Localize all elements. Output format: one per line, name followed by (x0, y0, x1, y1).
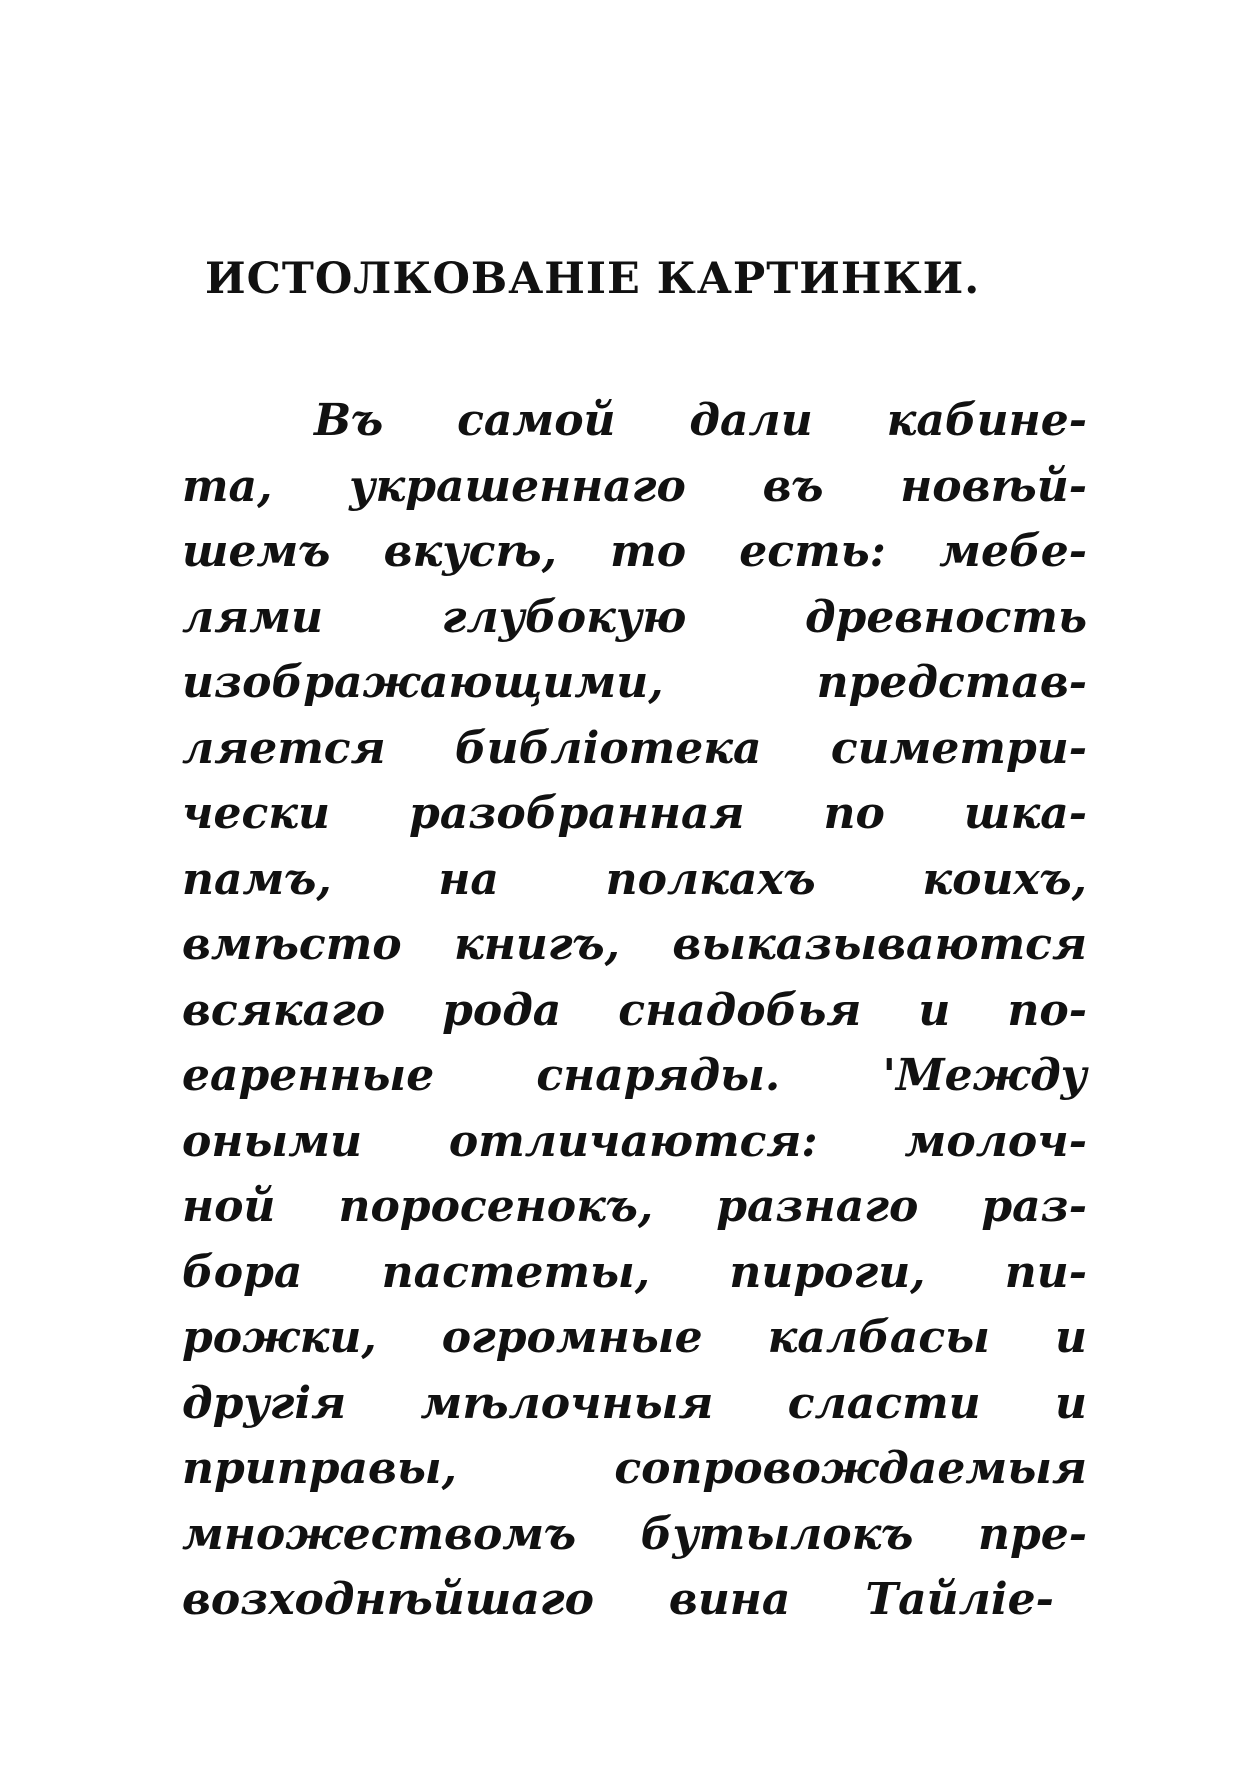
word: сласти (787, 1377, 981, 1429)
text-line (182, 454, 1087, 520)
text-line (182, 585, 1087, 651)
text-line (182, 1436, 1087, 1502)
word: разнаго (716, 1181, 919, 1232)
word: ляется (182, 722, 386, 774)
word: и (918, 984, 951, 1036)
text-line (182, 912, 1087, 978)
word: рода (442, 984, 562, 1036)
word: приправы, (182, 1443, 457, 1494)
word: шемъ (182, 526, 331, 577)
word: раз- (981, 1181, 1087, 1232)
text-line (182, 1109, 1087, 1175)
word: кабине- (886, 395, 1087, 446)
word: симетри- (830, 722, 1087, 774)
word: та, (182, 460, 273, 512)
word: пироги, (729, 1246, 926, 1298)
word: множествомъ (182, 1508, 577, 1560)
word: отличаются: (448, 1115, 818, 1167)
text-line (182, 1567, 1087, 1633)
word: вина (668, 1574, 791, 1625)
word: украшеннаго (349, 460, 686, 512)
word: по- (1007, 984, 1087, 1036)
word: всякаго (182, 984, 386, 1036)
word: и (1054, 1312, 1087, 1363)
word: Въ (314, 395, 384, 446)
text-line (182, 716, 1087, 782)
word: огромные (441, 1312, 703, 1363)
body-text (182, 388, 1087, 1633)
word: въ (762, 460, 824, 512)
text-line (182, 781, 1087, 847)
text-line (182, 1371, 1087, 1437)
word: снаряды. (536, 1050, 781, 1101)
word: рожки, (182, 1312, 377, 1363)
word: разобранная (409, 788, 745, 839)
word: на (438, 853, 499, 905)
word: книгъ, (454, 919, 620, 970)
word: сопровождаемыя (614, 1443, 1087, 1494)
word: бутылокъ (640, 1508, 914, 1560)
text-line (182, 1502, 1087, 1568)
text-line (182, 519, 1087, 585)
text-line (182, 1305, 1087, 1371)
word: еаренные (182, 1050, 435, 1101)
word: бора (182, 1246, 303, 1298)
word: оными (182, 1115, 363, 1167)
word: поросенокъ, (338, 1181, 654, 1232)
word: другія (182, 1377, 347, 1429)
text-line (182, 1043, 1087, 1109)
text-line (182, 1240, 1087, 1306)
word: выказываются (672, 919, 1087, 970)
word: дали (689, 395, 813, 446)
word: вкусѣ, (383, 526, 557, 577)
word: памъ, (182, 853, 332, 905)
word: библіотека (454, 722, 762, 774)
word: Тайліе- (865, 1574, 1054, 1625)
word: чески (182, 788, 331, 839)
word: 'Между (882, 1050, 1087, 1101)
word: молоч- (904, 1115, 1087, 1167)
word: ной (182, 1181, 276, 1232)
text-line (182, 650, 1087, 716)
word: калбасы (767, 1312, 990, 1363)
word: пре- (977, 1508, 1087, 1560)
word: и (1055, 1377, 1087, 1429)
word: пи- (1004, 1246, 1087, 1298)
text-line (182, 388, 1087, 454)
word: представ- (816, 657, 1087, 708)
text-line (182, 978, 1087, 1044)
word: пастеты, (381, 1246, 651, 1298)
word: мебе- (939, 526, 1087, 577)
word: есть: (739, 526, 886, 577)
word: то (610, 526, 687, 577)
word: мѣлочныя (420, 1377, 714, 1429)
text-line (182, 847, 1087, 913)
chapter-title: ИСТОЛКОВАНІЕ КАРТИНКИ. (205, 254, 981, 304)
word: коихъ, (922, 853, 1087, 905)
word: изображающими, (182, 657, 664, 708)
word: снадобья (618, 984, 862, 1036)
word: новѣй- (900, 460, 1087, 512)
word: древность (804, 591, 1087, 643)
word: глубокую (441, 591, 687, 643)
text-line (182, 1174, 1087, 1240)
word: возходнѣйшаго (182, 1574, 594, 1625)
word: самой (457, 395, 616, 446)
word: по (823, 788, 885, 839)
word: полкахъ (605, 853, 816, 905)
word: шка- (963, 788, 1087, 839)
word: вмѣсто (182, 919, 402, 970)
word: лями (182, 591, 324, 643)
